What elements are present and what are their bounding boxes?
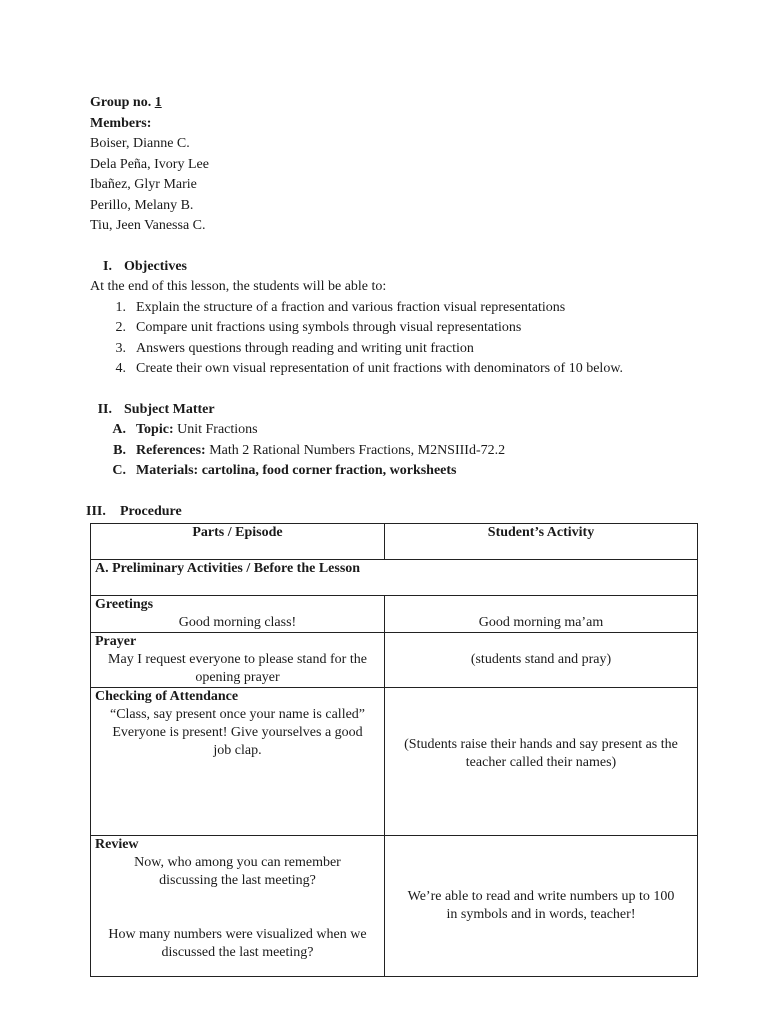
subject-matter-section (90, 400, 700, 482)
column-header-parts: Parts / Episode (91, 524, 385, 560)
student-activity-cell: (students stand and pray) (385, 633, 698, 688)
subject-matter-list (90, 420, 700, 482)
list-item: 1. Explain the structure of a fraction and various fraction visual representations (115, 299, 566, 315)
row-label: Prayer (95, 634, 137, 649)
teacher-text: How many numbers were visualized when we (108, 927, 367, 942)
teacher-text: Good morning class! (178, 615, 297, 630)
objectives-section (90, 257, 700, 380)
teacher-text: discussing the last meeting? (159, 873, 316, 888)
member-name: Tiu, Jeen Vanessa C. (90, 218, 206, 233)
section-numeral: II. (97, 401, 112, 417)
student-text: teacher called their names) (465, 755, 617, 770)
list-item: C. Materials: cartolina, food corner fraction, worksheets (112, 463, 457, 478)
student-activity-cell (385, 688, 698, 836)
section-title: Objectives (124, 258, 187, 274)
list-item: 4. Create their own visual representation of unit fractions with denominators of 10 below. (115, 361, 624, 376)
student-activity-cell: Good morning ma’am (385, 596, 698, 633)
member-name: Perillo, Melany B. (90, 197, 194, 213)
teacher-text: job clap. (213, 743, 262, 758)
teacher-text: opening prayer (195, 670, 280, 685)
member-name: Boiser, Dianne C. (90, 136, 190, 151)
teacher-text: Everyone is present! Give yourselves a good (112, 725, 363, 740)
row-label: Checking of Attendance (95, 689, 239, 704)
parts-cell (91, 688, 385, 836)
objectives-intro: At the end of this lesson, the students will be able to: (90, 279, 387, 294)
table-row (91, 560, 698, 596)
procedure-section (86, 502, 700, 523)
section-numeral: I. (103, 258, 112, 274)
group-number: 1 (154, 95, 162, 110)
lesson-plan-document (86, 93, 700, 522)
table-row (91, 688, 698, 836)
student-activity-cell (385, 836, 698, 977)
members-list (90, 134, 700, 237)
parts-cell (91, 836, 385, 977)
student-text: in symbols and in words, teacher! (446, 907, 636, 922)
group-label: Group no. (90, 95, 152, 110)
parts-cell (91, 633, 385, 688)
section-title: Procedure (120, 503, 182, 519)
table-row (91, 633, 698, 688)
table-row (91, 836, 698, 977)
subject-matter-heading (90, 400, 700, 421)
procedure-heading (86, 502, 700, 523)
members-label: Members: (90, 115, 152, 131)
teacher-text: “Class, say present once your name is called” (109, 707, 366, 722)
list-item: B. References: Math 2 Rational Numbers Fractions, M2NSIIId-72.2 (113, 442, 506, 458)
table-row (91, 596, 698, 633)
teacher-text: discussed the last meeting? (161, 945, 314, 960)
student-text: (Students raise their hands and say present as the (404, 737, 678, 752)
teacher-text: May I request everyone to please stand for the (108, 652, 367, 667)
group-heading (90, 93, 700, 114)
student-text: We’re able to read and write numbers up to 100 (407, 889, 675, 904)
row-label: Greetings (95, 597, 154, 612)
parts-cell (91, 596, 385, 633)
objectives-heading (90, 257, 700, 278)
table-header-row (91, 524, 698, 560)
member-name: Dela Peña, Ivory Lee (90, 156, 209, 172)
member-name: Ibañez, Glyr Marie (90, 177, 197, 192)
list-item: A. Topic: Unit Fractions (112, 422, 258, 437)
objectives-list (90, 298, 700, 380)
list-item: 3. Answers questions through reading and writing unit fraction (115, 340, 474, 356)
section-numeral: III. (86, 503, 106, 519)
phase-heading: A. Preliminary Activities / Before the Lesson (91, 560, 698, 596)
section-title: Subject Matter (124, 401, 215, 417)
procedure-table (90, 523, 698, 977)
list-item: 2. Compare unit fractions using symbols through visual representations (115, 320, 522, 335)
teacher-text: Now, who among you can remember (134, 855, 341, 870)
row-label: Review (95, 837, 139, 852)
column-header-activity: Student’s Activity (385, 524, 698, 560)
